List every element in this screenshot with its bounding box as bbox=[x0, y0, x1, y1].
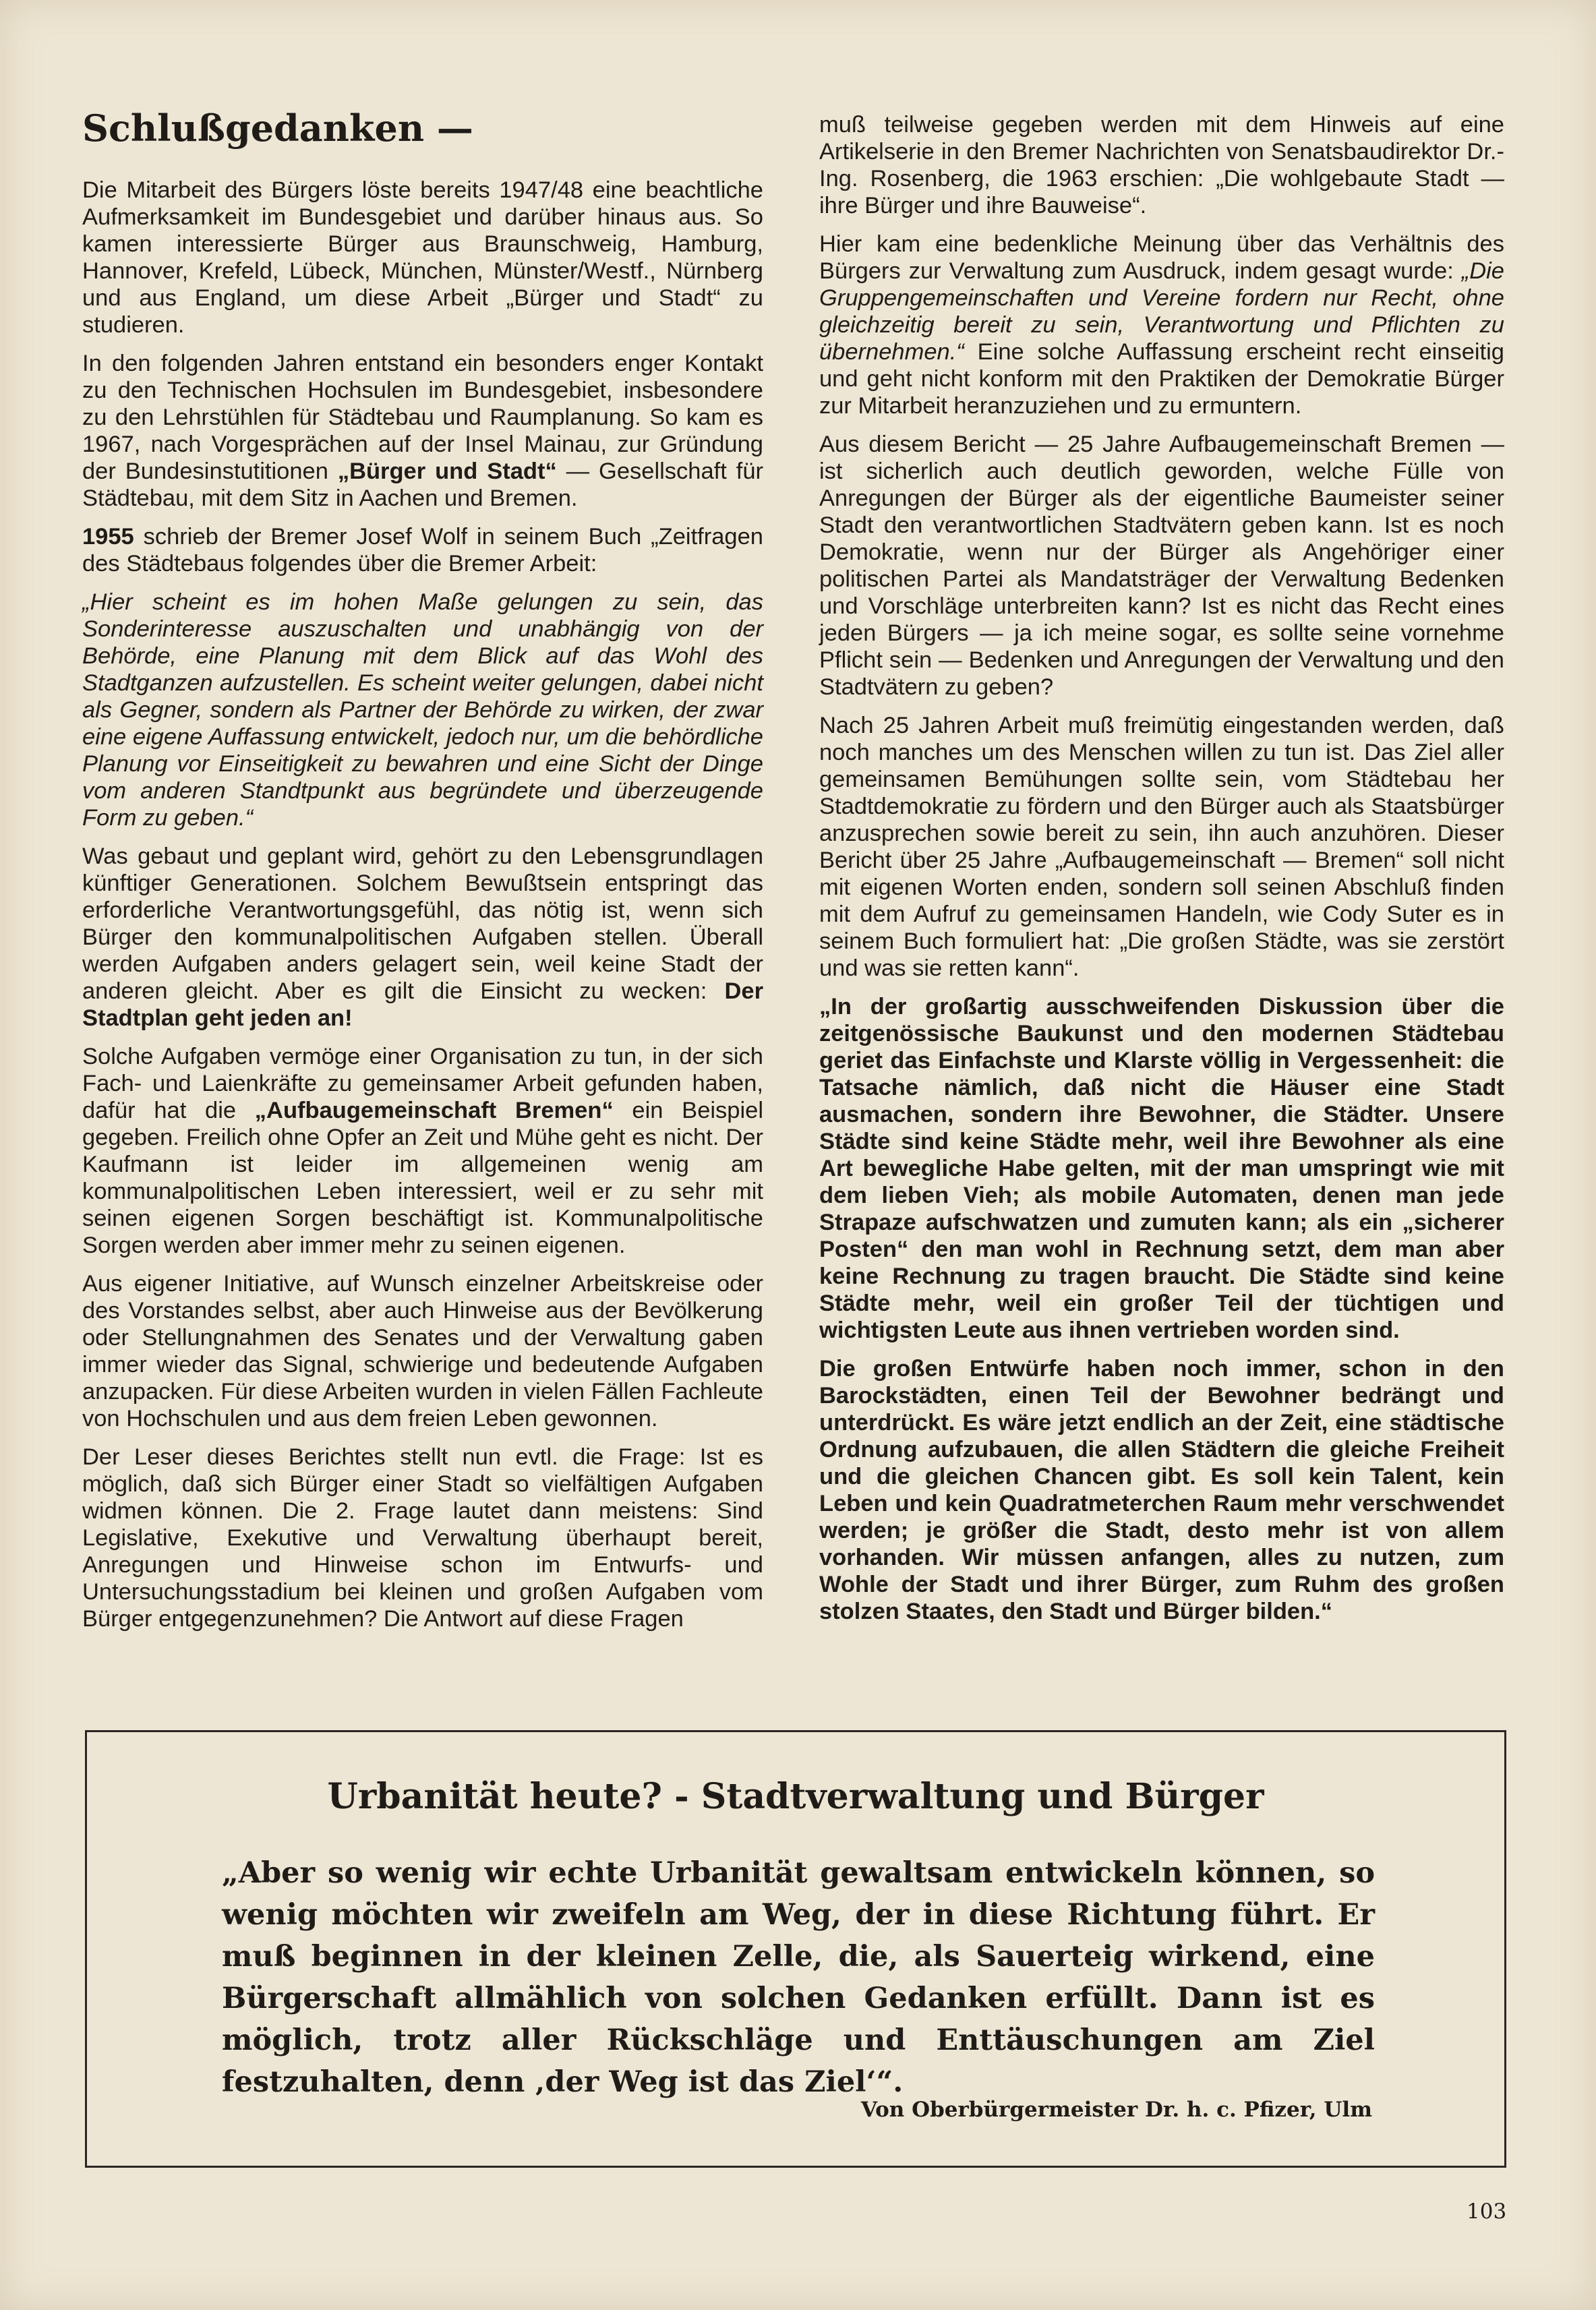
paragraph-6-text-b: ein Beispiel gegeben. Freilich ohne Opfer an Zeit und Mühe geht es nicht. Der Kaufmann ist leider im allgemeinen wenig am kommunalpolitischen Leben interessiert, weil er zu sehr mit seinen eigenen Sorgen beschäftigt ist. Kommunalpolitische Sorgen werden aber immer mehr zu seinen eigenen. bbox=[82, 1098, 764, 1258]
right-paragraph-2 bbox=[819, 231, 1504, 419]
box-title: Urbanität heute? - Stadtverwaltung und Bürger bbox=[327, 1776, 1264, 1817]
right-paragraph-1: muß teilweise gegeben werden mit dem Hinweis auf eine Artikelserie in den Bremer Nachrichten von Senatsbaudirektor Dr.-Ing. Rosenberg, die 1963 erschien: „Die wohlgebaute Stadt — ihre Bürger und ihre Bauweise“. bbox=[819, 112, 1504, 218]
paragraph-2-text-b: — Gesellschaft für Städtebau, mit dem Sitz in Aachen und Bremen. bbox=[82, 458, 764, 511]
right-column bbox=[819, 111, 1504, 1636]
paragraph-4-quote: „Hier scheint es im hohen Maße gelungen zu sein, das Sonderinteresse auszuschalten und unabhängig von der Behörde, eine Planung mit dem Blick auf das Wohl des Stadtganzen aufzustellen. Es scheint weiter gelungen, dabei nicht als Gegner, sondern als Partner der Behörde zu wirken, der zwar eine eigene Auffassung entwickelt, jedoch nur, um die behördliche Planung vor Einseitigkeit zu bewahren und eine Sicht der Dinge vom anderen Standtpunkt aus begründete und überzeugende Form zu geben.“ bbox=[82, 589, 763, 831]
paragraph-3-year: 1955 bbox=[82, 524, 134, 550]
left-column bbox=[82, 108, 763, 1644]
paragraph-5-text: Was gebaut und geplant wird, gehört zu den Lebensgrundlagen künftiger Generationen. Solchem Bewußtsein entspringt das erforderliche Verantwortungsgefühl, das nötig ist, wenn sich Bürger den kommunalpolitischen Aufgaben stellen. Überall werden Aufgaben anders gelagert sein, weil keine Stadt der anderen gleicht. Aber es gilt die Einsicht zu wecken: bbox=[82, 843, 763, 1004]
right-paragraph-2-text-b: Eine solche Auffassung erscheint recht einseitig und geht nicht konform mit den Praktiken der Demokratie Bürger zur Mitarbeit heranzuziehen und zu ermuntern. bbox=[819, 339, 1504, 419]
paragraph-7: Aus eigener Initiative, auf Wunsch einzelner Arbeitskreise oder des Vorstandes selbst, aber auch Hinweise aus der Bevölkerung oder Stellungnahmen des Senates und der Verwaltung gaben immer wieder das Signal, schwierige und bedeutende Aufgaben anzupacken. Für diese Arbeiten wurden in vielen Fällen Fachleute von Hochschulen und aus dem freien Leben gewonnen. bbox=[82, 1271, 763, 1431]
right-paragraph-5-bold-quote: „In der großartig ausschweifenden Diskussion über die zeitgenössische Baukunst und den modernen Städtebau geriet das Einfachste und Klarste völlig in Vergessenheit: die Tatsache nämlich, daß nicht die Häuser eine Stadt ausmachen, sondern ihre Bewohner, die Städter. Unsere Städte sind keine Städte mehr, weil ihre Bewohner als eine Art bewegliche Habe gelten, mit der man umspringt wie mit dem lieben Vieh; als mobile Automaten, denen man jede Strapaze aufschwatzen und zumuten kann; als ein „sicherer Posten“ den man wohl in Rechnung setzt, dem man aber keine Rechnung zu tragen braucht. Die Städte sind keine Städte mehr, weil ein großer Teil der tüchtigen und wichtigsten Leute aus ihnen vertrieben worden sind. bbox=[819, 994, 1504, 1343]
paragraph-2 bbox=[82, 350, 763, 512]
right-paragraph-4: Nach 25 Jahren Arbeit muß freimütig eingestanden werden, daß noch manches um des Menschen willen zu tun ist. Das Ziel aller gemeinsamen Bemühungen sollte sein, vom Städtebau her Stadtdemokratie zu fördern und den Bürger auch als Staatsbürger anzusprechen sowie bereit zu sein, ihn auch anzuhören. Dieser Bericht über 25 Jahre „Aufbaugemeinschaft — Bremen“ soll nicht mit eigenen Worten enden, sondern soll seinen Abschluß finden mit dem Aufruf zu gemeinsamen Handeln, wie Cody Suter es in seinem Buch formuliert hat: „Die großen Städte, was sie zerstört und was sie retten kann“. bbox=[819, 713, 1504, 981]
paragraph-5 bbox=[82, 843, 763, 1032]
paragraph-6-text-a: Solche Aufgaben vermöge einer Organisation zu tun, in der sich Fach- und Laienkräfte zu gemeinsamer Arbeit gefunden haben, dafür hat die bbox=[82, 1044, 763, 1123]
box-author: Von Oberbürgermeister Dr. h. c. Pfizer, Ulm bbox=[860, 2098, 1372, 2122]
section-title: Schlußgedanken — bbox=[82, 107, 473, 150]
box-quote: „Aber so wenig wir echte Urbanität gewaltsam entwickeln können, so wenig möchten wir zweifeln am Weg, der in diese Richtung führt. Er muß beginnen in der kleinen Zelle, die, als Sauerteig wirkend, eine Bürgerschaft allmählich von solchen Gedanken erfüllt. Dann ist es möglich, trotz aller Rückschläge und Enttäuschungen am Ziel festzuhalten, denn ‚der Weg ist das Ziel‘“. bbox=[222, 1856, 1375, 2099]
quote-box bbox=[85, 1730, 1506, 2168]
paragraph-6 bbox=[82, 1043, 763, 1259]
page-number: 103 bbox=[1467, 2199, 1507, 2224]
paragraph-3-text: schrieb der Bremer Josef Wolf in seinem Buch „Zeitfragen des Städtebaus folgendes über die Bremer Arbeit: bbox=[82, 524, 763, 576]
right-paragraph-6-bold-quote: Die großen Entwürfe haben noch immer, schon in den Barockstädten, einen Teil der Bewohner bedrängt und unterdrückt. Es wäre jetzt endlich an der Zeit, eine städtische Ordnung aufzubauen, die allen Städtern die gleiche Freiheit und die gleichen Chancen gibt. Es soll kein Talent, kein Leben und kein Quadratmeterchen Raum mehr verschwendet werden; je größer die Stadt, desto mehr ist von allem vorhanden. Wir müssen anfangen, alles zu nutzen, zum Wohle der Stadt und ihrer Bürger, zum Ruhm des großen stolzen Staates, den Stadt und Bürger bilden.“ bbox=[819, 1356, 1504, 1624]
right-paragraph-2-text-a: Hier kam eine bedenkliche Meinung über das Verhältnis des Bürgers zur Verwaltung zum Ausdruck, indem gesagt wurde: bbox=[819, 231, 1504, 284]
paragraph-3 bbox=[82, 523, 763, 577]
right-paragraph-2-italic: „Die Gruppengemeinschaften und Vereine fordern nur Recht, ohne gleichzeitig bereit zu sein, Verantwortung und Pflichten zu übernehmen.“ bbox=[819, 258, 1504, 365]
paragraph-2-bold: „Bürger und Stadt“ bbox=[337, 458, 557, 484]
paragraph-1: Die Mitarbeit des Bürgers löste bereits 1947/48 eine beachtliche Aufmerksamkeit im Bundesgebiet und darüber hinaus aus. So kamen interessierte Bürger aus Braunschweig, Hamburg, Hannover, Krefeld, Lübeck, München, Münster/Westf., Nürnberg und aus England, um diese Arbeit „Bürger und Stadt“ zu studieren. bbox=[82, 177, 763, 338]
paragraph-6-bold: „Aufbaugemeinschaft Bremen“ bbox=[254, 1098, 614, 1123]
paragraph-5-bold: Der Stadtplan geht jeden an! bbox=[82, 978, 763, 1031]
paragraph-8: Der Leser dieses Berichtes stellt nun evtl. die Frage: Ist es möglich, daß sich Bürger einer Stadt so vielfältigen Aufgaben widmen können. Die 2. Frage lautet dann meistens: Sind Legislative, Exekutive und Verwaltung überhaupt bereit, Anregungen und Hinweise schon im Entwurfs- und Untersuchungsstadium bei kleinen und großen Aufgaben vom Bürger entgegenzunehmen? Die Antwort auf diese Fragen bbox=[82, 1444, 763, 1632]
paragraph-2-text-a: In den folgenden Jahren entstand ein besonders enger Kontakt zu den Technischen Hochsulen im Bundesgebiet, insbesondere zu den Lehrstühlen für Städtebau und Raumplanung. So kam es 1967, nach Vorgesprächen auf der Insel Mainau, zur Gründung der Bundesinstutitionen bbox=[82, 351, 763, 484]
right-paragraph-3: Aus diesem Bericht — 25 Jahre Aufbaugemeinschaft Bremen — ist sicherlich auch deutlich geworden, welche Fülle von Anregungen der Bürger als der eigentliche Baumeister seiner Stadt den verantwortlichen Stadtvätern geben kann. Ist es noch Demokratie, wenn nur der Bürger als Angehöriger einer politischen Partei als Mandatsträger der Verwaltung Bedenken und Vorschläge unterbreiten kann? Ist es nicht das Recht eines jeden Bürgers — ja ich meine sogar, es sollte seine vornehme Pflicht sein — Bedenken und Anregungen der Verwaltung und den Stadtvätern zu geben? bbox=[819, 432, 1504, 700]
